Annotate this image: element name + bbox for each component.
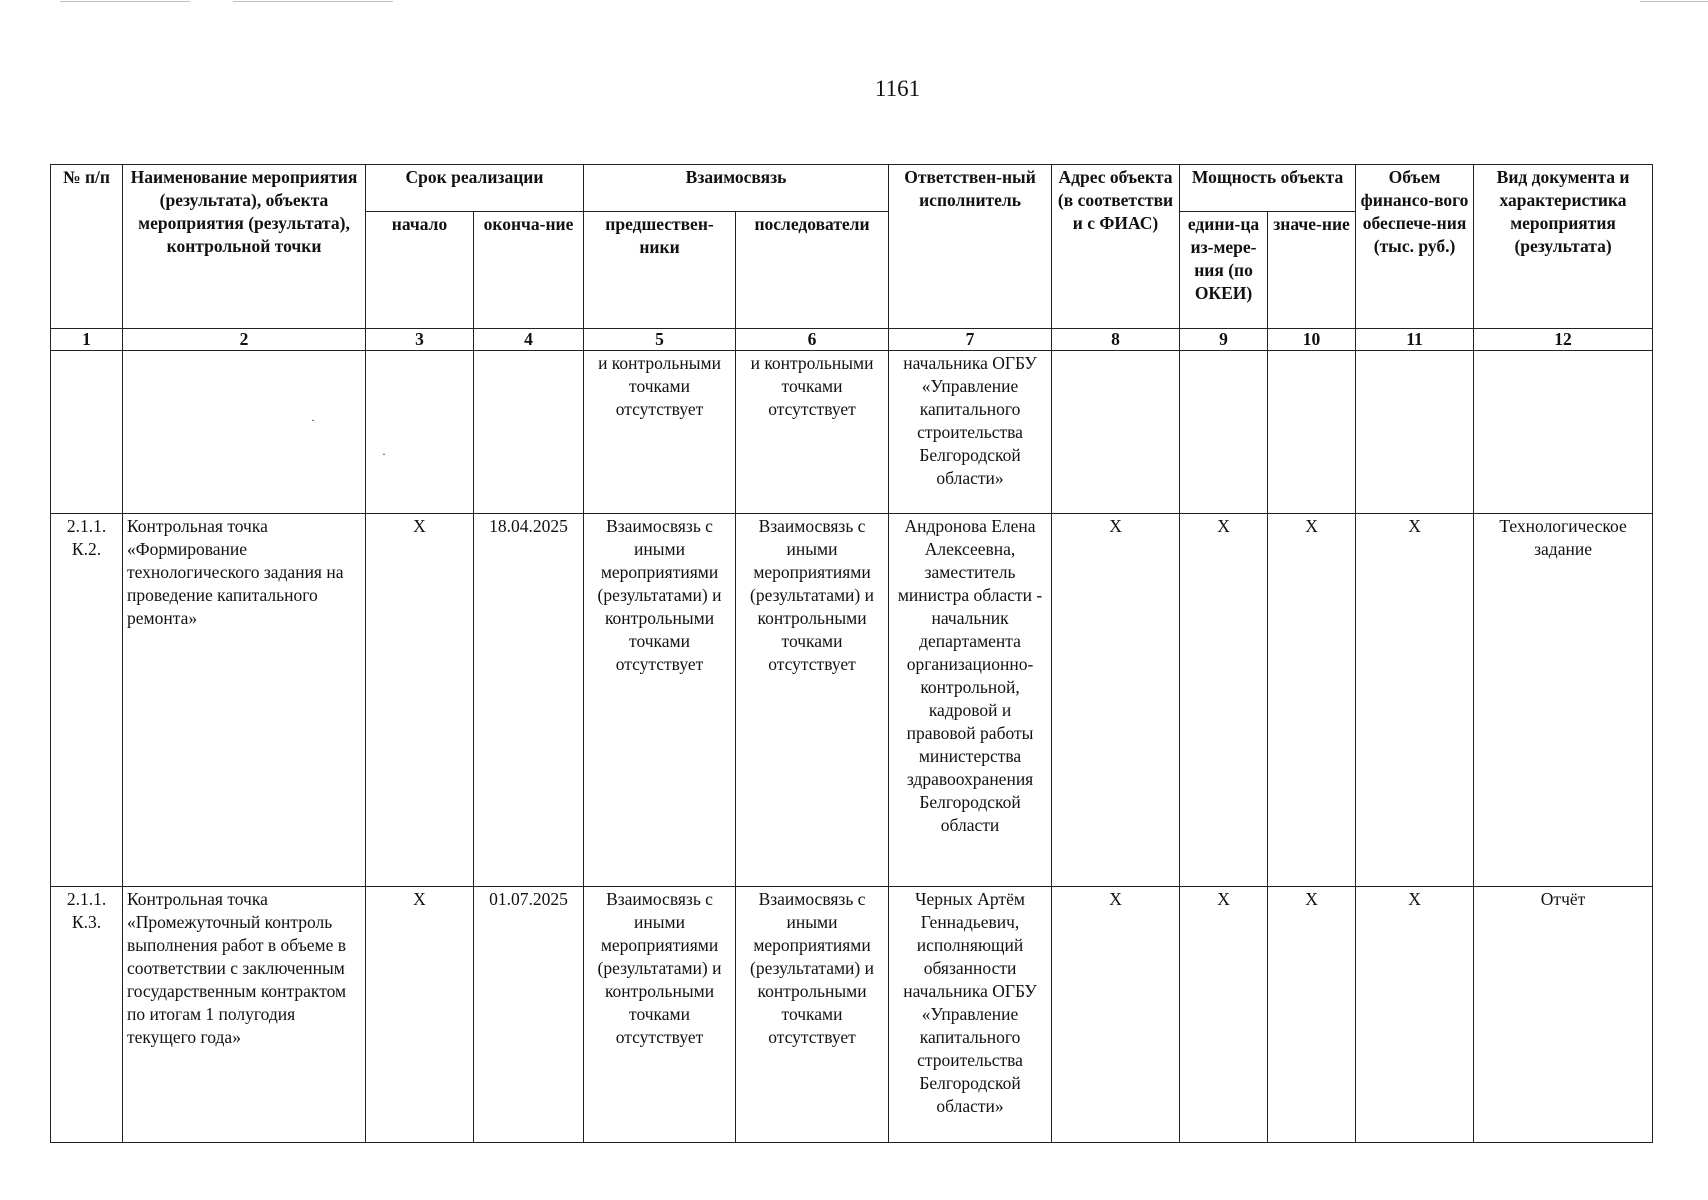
- cell-prev: и контрольными точками отсутствует: [584, 351, 736, 514]
- page-number: 1161: [874, 76, 921, 101]
- header-link-prev: предшествен-ники: [584, 212, 736, 329]
- scan-dot: ·: [311, 413, 315, 427]
- scan-edge-line: [1640, 1, 1708, 2]
- header-responsible: Ответствен-ный исполнитель: [889, 165, 1052, 329]
- cell-start: X: [366, 514, 474, 887]
- cell-address: [1052, 351, 1180, 514]
- cell-next: и контрольными точками отсутствует: [736, 351, 889, 514]
- cell-value: [1268, 351, 1356, 514]
- header-term-end: оконча-ние: [474, 212, 584, 329]
- cell-address: X: [1052, 514, 1180, 887]
- cell-num: [51, 351, 123, 514]
- cell-next: Взаимосвязь с иными мероприятиями (результатами) и контрольными точками отсутствует: [736, 887, 889, 1143]
- column-number: 4: [474, 329, 584, 351]
- cell-end: [474, 351, 584, 514]
- cell-finance: [1356, 351, 1474, 514]
- scan-edge-line: [233, 1, 393, 2]
- cell-doc: Отчёт: [1474, 887, 1653, 1143]
- cell-end: 18.04.2025: [474, 514, 584, 887]
- header-capacity-unit: едини-ца из-мере-ния (по ОКЕИ): [1180, 212, 1268, 329]
- column-number-row: [51, 329, 1653, 351]
- column-number: 7: [889, 329, 1052, 351]
- column-number: 9: [1180, 329, 1268, 351]
- table-row: [51, 514, 1653, 887]
- cell-prev: Взаимосвязь с иными мероприятиями (результатами) и контрольными точками отсутствует: [584, 514, 736, 887]
- cell-doc: Технологическое задание: [1474, 514, 1653, 887]
- table-row: [51, 351, 1653, 514]
- column-number: 3: [366, 329, 474, 351]
- cell-doc: [1474, 351, 1653, 514]
- cell-num: 2.1.1. К.2.: [51, 514, 123, 887]
- header-term: Срок реализации: [366, 165, 584, 212]
- cell-responsible: начальника ОГБУ «Управление капитального строительства Белгородской области»: [889, 351, 1052, 514]
- cell-unit: [1180, 351, 1268, 514]
- plan-table: [50, 164, 1653, 1143]
- header-row: [51, 165, 1653, 212]
- header-capacity-value: значе-ние: [1268, 212, 1356, 329]
- cell-unit: X: [1180, 887, 1268, 1143]
- cell-end: 01.07.2025: [474, 887, 584, 1143]
- cell-responsible: Андронова Елена Алексеевна, заместитель министра области - начальник департамента организационно-контрольной, кадровой и правовой работы министерства здравоохранения Белгородской области: [889, 514, 1052, 887]
- column-number: 1: [51, 329, 123, 351]
- column-number: 6: [736, 329, 889, 351]
- cell-value: X: [1268, 514, 1356, 887]
- scan-edge-line: [60, 1, 190, 2]
- header-name: Наименование мероприятия (результата), объекта мероприятия (результата), контрольной точки: [123, 165, 366, 329]
- scan-dot: ·: [382, 447, 386, 461]
- column-number: 11: [1356, 329, 1474, 351]
- cell-address: X: [1052, 887, 1180, 1143]
- header-link-next: последователи: [736, 212, 889, 329]
- cell-start: X: [366, 887, 474, 1143]
- cell-name: Контрольная точка «Промежуточный контроль выполнения работ в объеме в соответствии с заключенным государственным контрактом по итогам 1 полугодия текущего года»: [123, 887, 366, 1143]
- cell-prev: Взаимосвязь с иными мероприятиями (результатами) и контрольными точками отсутствует: [584, 887, 736, 1143]
- header-capacity: Мощность объекта: [1180, 165, 1356, 212]
- table-row: [51, 887, 1653, 1143]
- header-finance: Объем финансо-вого обеспече-ния (тыс. руб.): [1356, 165, 1474, 329]
- cell-name: [123, 351, 366, 514]
- cell-start: [366, 351, 474, 514]
- header-address: Адрес объекта (в соответстви и с ФИАС): [1052, 165, 1180, 329]
- column-number: 12: [1474, 329, 1653, 351]
- header-link: Взаимосвязь: [584, 165, 889, 212]
- header-doc: Вид документа и характеристика мероприятия (результата): [1474, 165, 1653, 329]
- cell-finance: X: [1356, 514, 1474, 887]
- cell-finance: X: [1356, 887, 1474, 1143]
- cell-name: Контрольная точка «Формирование технологического задания на проведение капитального ремонта»: [123, 514, 366, 887]
- cell-unit: X: [1180, 514, 1268, 887]
- cell-value: X: [1268, 887, 1356, 1143]
- cell-next: Взаимосвязь с иными мероприятиями (результатами) и контрольными точками отсутствует: [736, 514, 889, 887]
- column-number: 2: [123, 329, 366, 351]
- column-number: 10: [1268, 329, 1356, 351]
- column-number: 5: [584, 329, 736, 351]
- header-num: № п/п: [51, 165, 123, 329]
- cell-responsible: Черных Артём Геннадьевич, исполняющий обязанности начальника ОГБУ «Управление капитального строительства Белгородской области»: [889, 887, 1052, 1143]
- cell-num: 2.1.1. К.3.: [51, 887, 123, 1143]
- header-term-start: начало: [366, 212, 474, 329]
- column-number: 8: [1052, 329, 1180, 351]
